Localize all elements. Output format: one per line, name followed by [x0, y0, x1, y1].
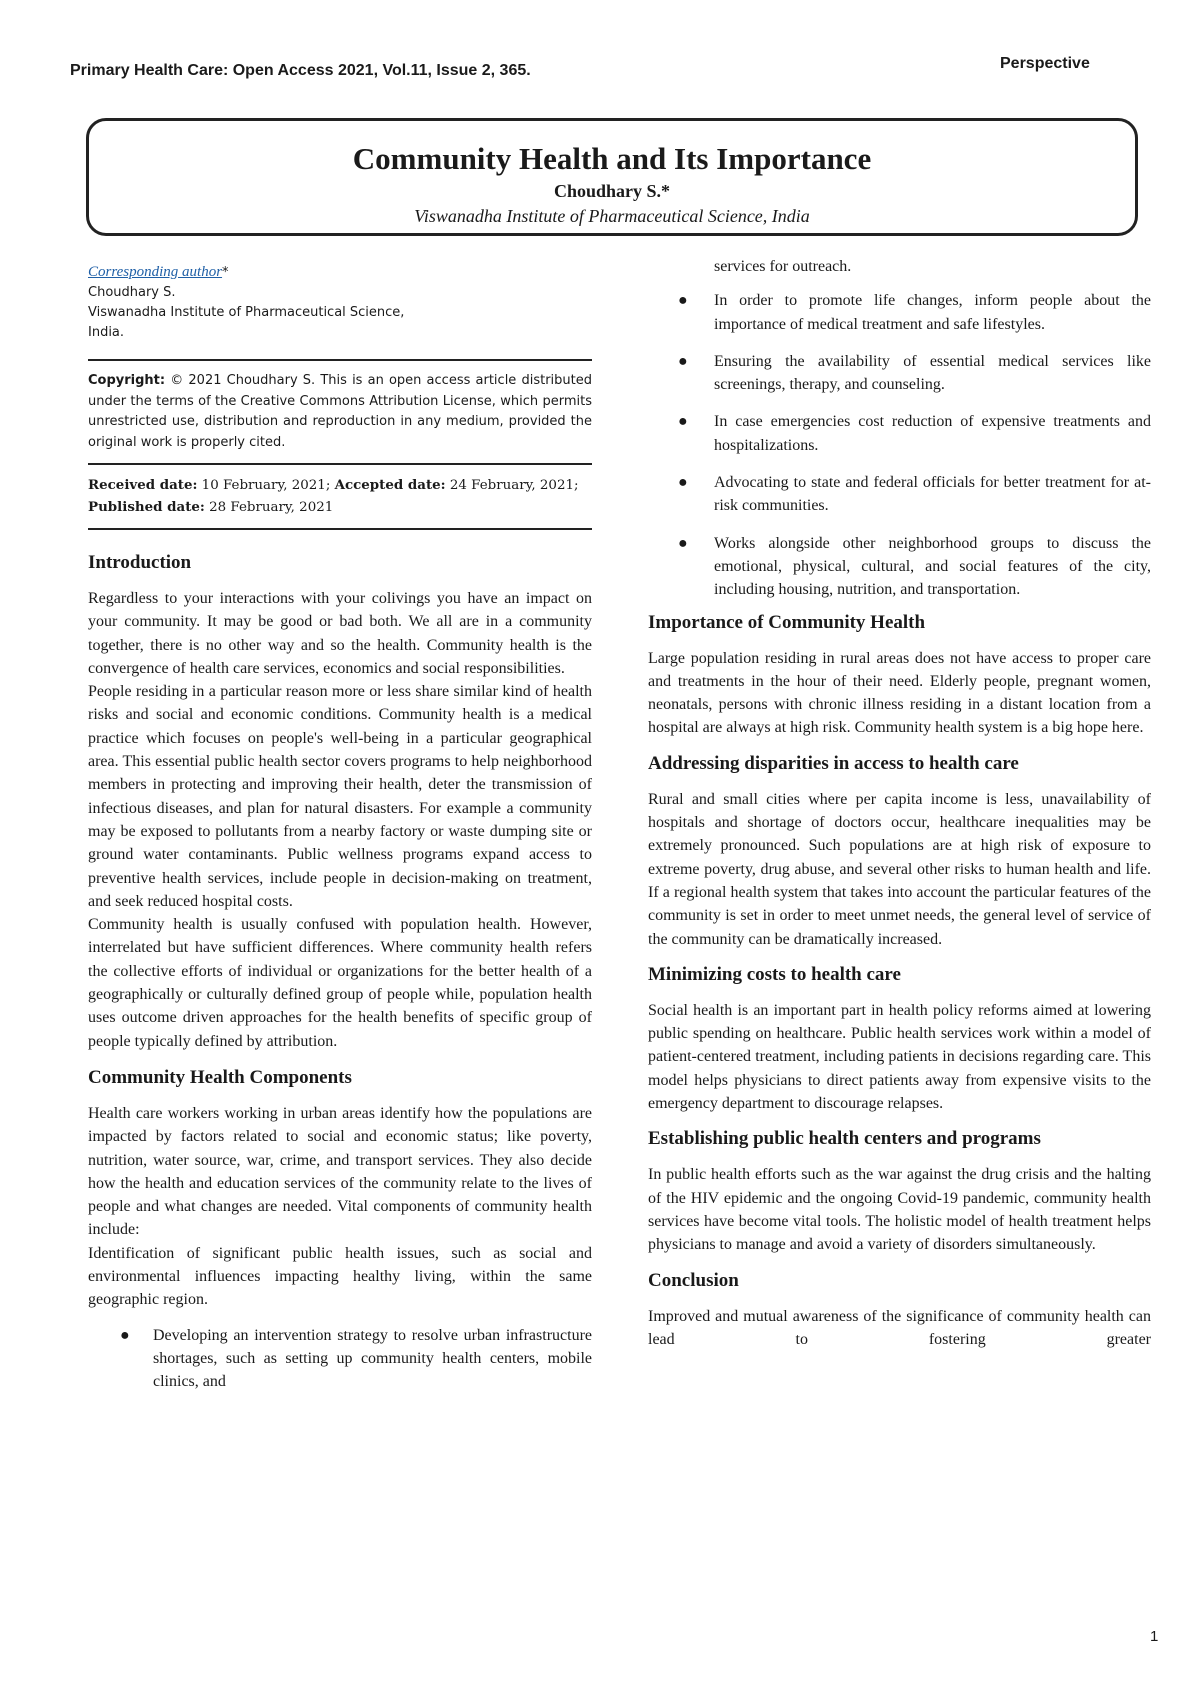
received-label: Received date:: [88, 477, 198, 493]
accepted-label: Accepted date:: [334, 477, 446, 493]
copyright-label: Copyright:: [88, 373, 166, 388]
heading-introduction: Introduction: [88, 552, 192, 573]
corresponding-star: *: [222, 265, 229, 280]
list-item: ● Ensuring the availability of essential medical services like screenings, therapy, and counseling.: [648, 350, 1151, 397]
published-label: Published date:: [88, 498, 205, 515]
intro-paragraph-1: Regardless to your interactions with your colivings you have an impact on your community. It may be good or bad both. We all are in a community together, there is no other way and so the health. Community health is the convergence of health care services, economics and social responsibilities.: [88, 590, 592, 677]
heading-components: Community Health Components: [88, 1066, 352, 1088]
bullet-icon: ●: [678, 292, 688, 310]
corresponding-institute: Viswanadha Institute of Pharmaceutical Science,: [88, 305, 405, 320]
bullet-icon: ●: [678, 352, 688, 370]
correspondence-block: [88, 262, 592, 343]
copyright-text: © 2021 Choudhary S. This is an open access article distributed under the terms of the Creative Commons Attribution License, which permits unrestricted use, distribution and reproduction in any medium, provided the original work is properly cited.: [88, 373, 592, 450]
disparities-paragraph: Rural and small cities where per capita income is less, unavailability of hospitals and shortage of doctors occur, healthcare inequalities may be extremely pronounced. Such populations are at high risk of exposure to extreme poverty, drug abuse, and several other risks to human health and life. If a regional health system that takes into account the particular features of the community is set in order to meet unmet needs, the general level of service of the community can be dramatically increased.: [648, 790, 1151, 948]
list-item: ● In case emergencies cost reduction of expensive treatments and hospitalizations.: [648, 410, 1151, 457]
list-item: ● Advocating to state and federal officials for better treatment for at-risk communities.: [648, 471, 1151, 518]
intro-paragraph-2: People residing in a particular reason more or less share similar kind of health risks and social and economic conditions. Community health is a medical practice which focuses on people's well-being in a particular geographical area. This essential public health sector covers programs to help neighborhood members in protecting and improving their health, deter the transmission of infectious diseases, and plan for natural disasters. For example a community may be exposed to pollutants from a nearby factory or waste dumping site or ground water contaminants. Public wellness programs expand access to preventive health services, include people in decision-making on treatment, and seek reduced hospital costs.: [88, 683, 592, 910]
received-date: 10 February, 2021;: [197, 478, 335, 493]
conclusion-paragraph: Improved and mutual awareness of the significance of community health can lead to fostering greater: [648, 1307, 1151, 1348]
components-paragraph-1: Health care workers working in urban areas identify how the populations are impacted by factors related to social and economic status; like poverty, nutrition, water source, war, crime, and transport services. They also decide how the health and education services of the community relate to the lives of people and what changes are needed. Vital components of community health include:: [88, 1104, 592, 1239]
article-author: Choudhary S.*: [553, 181, 671, 201]
left-column: [88, 262, 592, 1408]
title-box: [86, 118, 1138, 236]
page-number: 1: [1150, 1628, 1159, 1645]
heading-disparities: Addressing disparities in access to health care: [648, 752, 1019, 774]
accepted-date: 24 February, 2021;: [445, 478, 579, 493]
bullet-icon: ●: [678, 413, 688, 431]
bullet-icon: ●: [120, 1326, 130, 1344]
bullet-icon: ●: [678, 534, 688, 552]
article-title: Community Health and Its Importance: [352, 141, 872, 176]
heading-conclusion: Conclusion: [648, 1269, 739, 1291]
heading-costs: Minimizing costs to health care: [648, 963, 901, 985]
centers-paragraph: In public health efforts such as the war against the drug crisis and the halting of the HIV epidemic and the ongoing Covid-19 pandemic, community health services have become vital tools. The holistic model of health treatment helps physicians to manage and avoid a variety of disorders simultaneously.: [648, 1166, 1151, 1254]
corresponding-name: Choudhary S.: [88, 285, 176, 300]
costs-paragraph: Social health is an important part in health policy reforms aimed at lowering public spending on healthcare. Public health services work within a model of patient-centered treatment, including patients in decisions regarding care. This model helps physicians to direct patients away from expensive visits to the emergency department to discourage relapses.: [648, 1001, 1151, 1113]
published-date: 28 February, 2021: [204, 499, 334, 515]
components-bullet-list-start: [88, 1324, 592, 1394]
journal-citation: Primary Health Care: Open Access 2021, Vol.11, Issue 2, 365.: [70, 62, 531, 79]
dates-block: [88, 465, 592, 528]
article-affiliation: Viswanadha Institute of Pharmaceutical Science, India: [414, 206, 810, 226]
article-type: Perspective: [1000, 55, 1090, 72]
corresponding-country: India.: [88, 325, 125, 340]
bullet-continuation: services for outreach.: [714, 258, 852, 275]
importance-paragraph: Large population residing in rural areas does not have access to proper care and treatments in the hour of their need. Elderly people, pregnant women, neonatals, persons with chronic illness residing in a distant location from a hospital are always at high risk. Community health system is a big hope here.: [648, 649, 1151, 737]
heading-importance: Importance of Community Health: [648, 611, 926, 633]
copyright-block: [88, 361, 592, 463]
corresponding-author-link[interactable]: Corresponding author: [88, 264, 223, 280]
list-item: ● In order to promote life changes, inform people about the importance of medical treatment and safe lifestyles.: [648, 289, 1151, 336]
components-bullet-list: [648, 289, 1151, 601]
list-item: ● Works alongside other neighborhood groups to discuss the emotional, physical, cultural, and social features of the city, including housing, nutrition, and transportation.: [648, 532, 1151, 602]
right-column: [648, 255, 1151, 1351]
heading-centers: Establishing public health centers and programs: [648, 1128, 1041, 1150]
bullet-icon: ●: [678, 474, 688, 492]
components-paragraph-2: Identification of significant public health issues, such as social and environmental influences impacting healthy living, within the same geographic region.: [88, 1244, 592, 1309]
intro-paragraph-3: Community health is usually confused with population health. However, interrelated but have sufficient differences. Where community health refers the collective efforts of individual or organizations for the better health of a geographically or culturally defined group of people while, population health uses outcome driven approaches for the health benefits of specific group of people typically defined by attribution.: [88, 916, 592, 1050]
list-item: ● Developing an intervention strategy to resolve urban infrastructure shortages, such as setting up community health centers, mobile clinics, and: [88, 1324, 592, 1394]
